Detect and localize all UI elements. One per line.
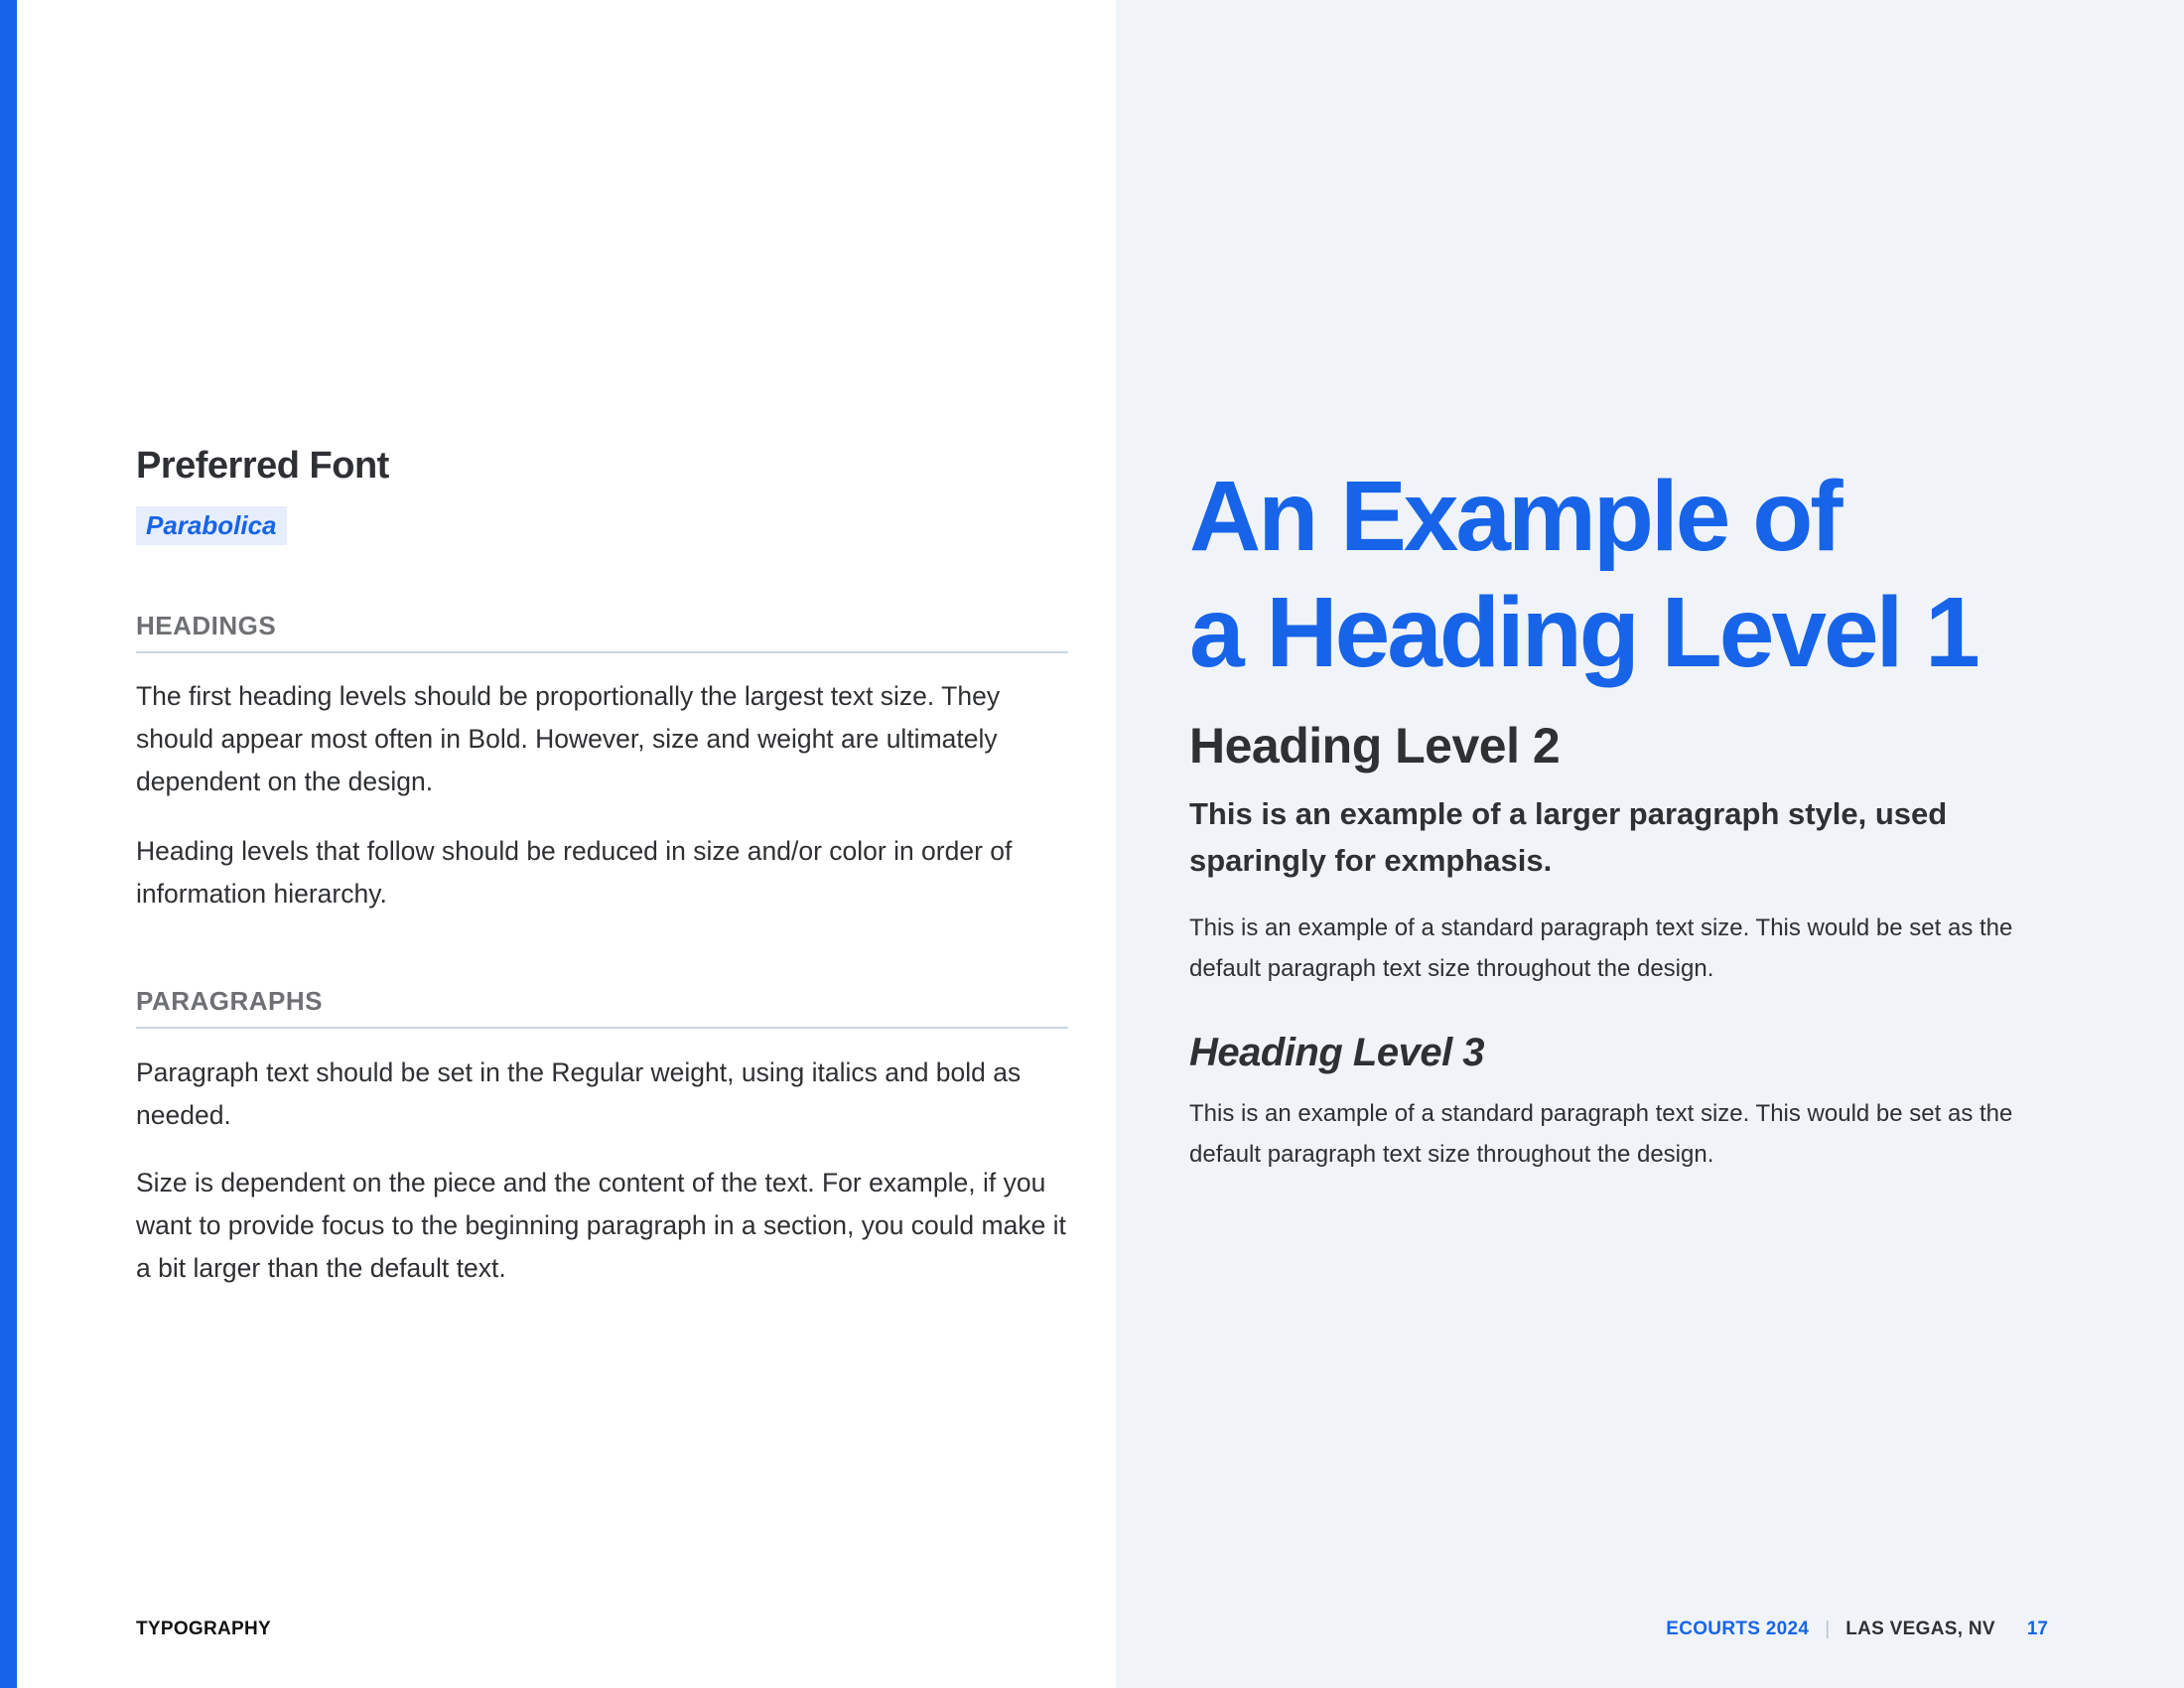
standard-paragraph-example-2: This is an example of a standard paragraph text size. This would be set as the default paragraph text size throughout the design. [1189, 1100, 2013, 1168]
footer-event: ECOURTS 2024 [1666, 1618, 1810, 1639]
paragraphs-paragraph-1: Paragraph text should be set in the Regular weight, using italics and bold as needed. [136, 1057, 1022, 1130]
headings-paragraph-2: Heading levels that follow should be reduced in size and/or color in order of information hierarchy. [136, 836, 1013, 909]
heading-level-3-example: Heading Level 3 [1189, 1031, 1485, 1074]
headings-section-label: HEADINGS [136, 611, 277, 640]
footer-section-name: TYPOGRAPHY [136, 1618, 272, 1639]
footer-separator: | [1825, 1618, 1831, 1639]
paragraphs-section-label: PARAGRAPHS [136, 986, 323, 1016]
heading-level-1-line-1: An Example of [1189, 461, 1841, 572]
footer-location: LAS VEGAS, NV [1845, 1618, 1995, 1639]
headings-paragraph-1: The first heading levels should be proportionally the largest text size. They should appear most often in Bold. However, size and weight are ultimately dependent on the design. [136, 681, 1001, 796]
font-name-badge: Parabolica [136, 506, 287, 545]
paragraphs-divider [136, 1027, 1068, 1029]
page-number: 17 [2026, 1618, 2048, 1639]
preferred-font-title: Preferred Font [136, 445, 389, 487]
heading-level-1-example [1189, 459, 1978, 691]
headings-divider [136, 651, 1068, 653]
paragraphs-paragraph-2: Size is dependent on the piece and the content of the text. For example, if you want to provide focus to the beginning paragraph in a section, you could make it a bit larger than the default text. [136, 1168, 1066, 1283]
footer-info [1666, 1618, 2048, 1640]
heading-level-1-line-2: a Heading Level 1 [1189, 577, 1978, 688]
lead-paragraph-example: This is an example of a larger paragraph style, used sparingly for exmphasis. [1189, 796, 1948, 878]
heading-level-2-example: Heading Level 2 [1189, 718, 1561, 774]
accent-bar [0, 0, 17, 1688]
standard-paragraph-example-1: This is an example of a standard paragraph text size. This would be set as the default paragraph text size throughout the design. [1189, 914, 2013, 982]
